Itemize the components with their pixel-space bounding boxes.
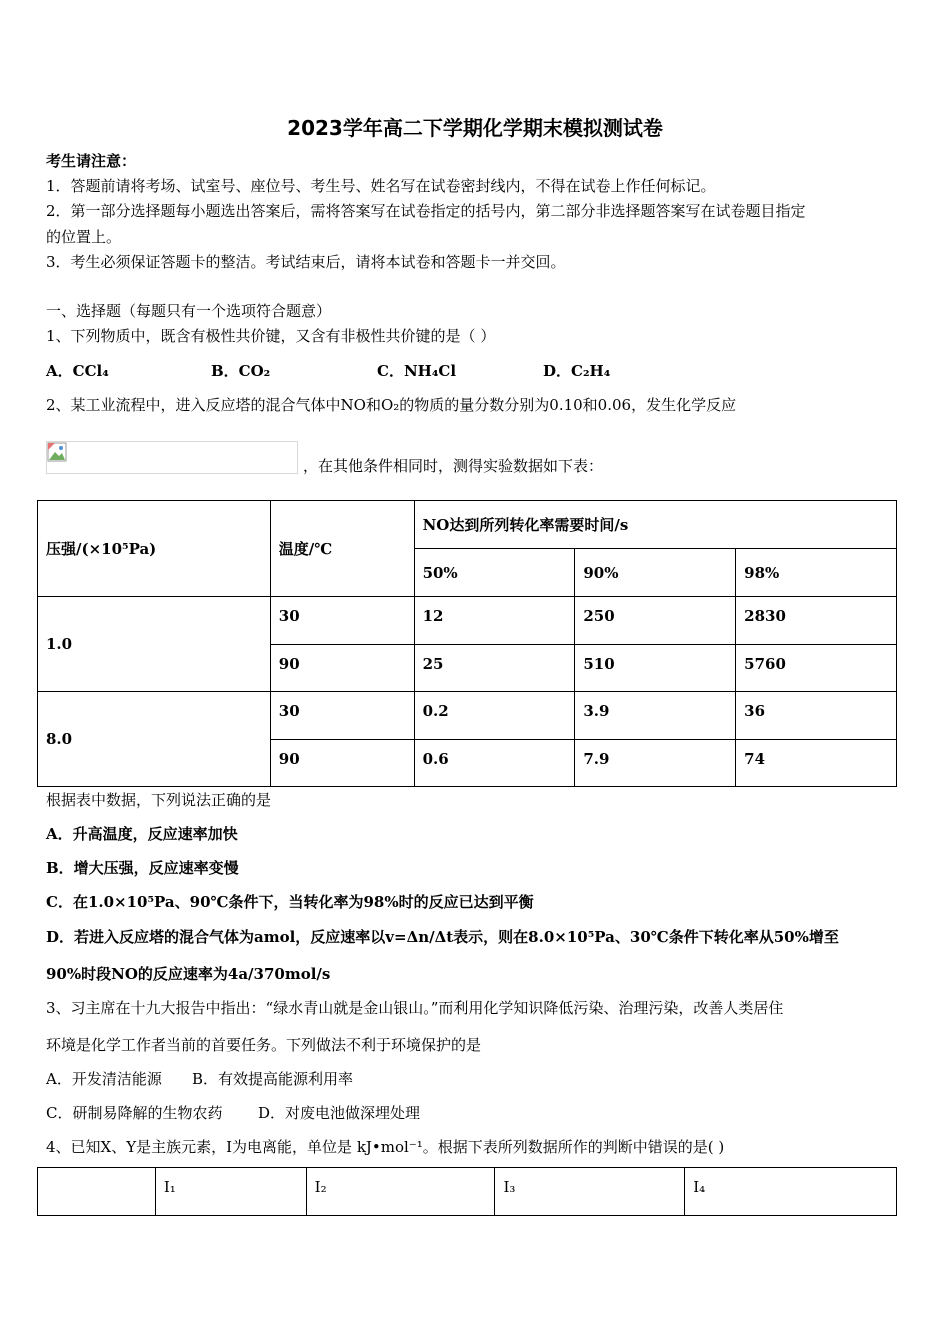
cell-value: 5760 [736,645,897,692]
cell-value: 74 [736,740,897,787]
q2-option-c: C．在1.0×10⁵Pa、90℃条件下，当转化率为98%时的反应已达到平衡 [46,893,534,911]
notice-line: 1．答题前请将考场、试室号、座位号、考生号、姓名写在试卷密封线内，不得在试卷上作任何标记。 [46,177,716,195]
header-50: 50% [414,549,575,597]
q3-stem: 3、习主席在十九大报告中指出：“绿水青山就是金山银山。”而利用化学知识降低污染、治理污染，改善人类居住 [46,999,784,1017]
blank-header [38,1168,156,1216]
q3-option-a: A．开发清洁能源 [46,1070,162,1088]
notice-line: 的位置上。 [46,228,122,246]
q3-option-d: D．对废电池做深埋处理 [258,1104,421,1122]
q2-option-d-cont: 90%时段NO的反应速率为4a/370mol/s [46,965,331,983]
header-i2: I₂ [306,1168,495,1216]
cell-temperature: 30 [270,597,414,645]
q1-option-a: A．CCl₄ [46,362,109,380]
broken-image-icon [47,442,67,462]
q2-after-image: ，在其他条件相同时，测得实验数据如下表： [303,457,604,475]
header-pressure: 压强/(×10⁵Pa) [38,501,271,597]
cell-value: 510 [575,645,736,692]
notice-line: 3．考生必须保证答题卡的整洁。考试结束后，请将本试卷和答题卡一并交回。 [46,253,566,271]
cell-value: 0.2 [414,692,575,740]
cell-temperature: 90 [270,740,414,787]
q1-option-c: C．NH₄Cl [377,362,457,380]
header-90: 90% [575,549,736,597]
q2-ask: 根据表中数据，下列说法正确的是 [46,791,272,809]
q3-option-b: B．有效提高能源利用率 [192,1070,354,1088]
cell-value: 2830 [736,597,897,645]
q1-stem: 1、下列物质中，既含有极性共价键，又含有非极性共价键的是（ ） [46,327,496,345]
q3-option-c: C．研制易降解的生物农药 [46,1104,223,1122]
cell-value: 3.9 [575,692,736,740]
q1-option-d: D．C₂H₄ [543,362,611,380]
header-98: 98% [736,549,897,597]
q2-data-table [37,500,897,787]
q2-option-b: B．增大压强，反应速率变慢 [46,859,239,877]
cell-value: 250 [575,597,736,645]
page-title: 2023学年高二下学期化学期末模拟测试卷 [287,116,663,140]
q2-stem: 2、某工业流程中，进入反应塔的混合气体中NO和O₂的物质的量分数分别为0.10和0.06，发生化学反应 [46,396,737,414]
q3-stem-cont: 环境是化学工作者当前的首要任务。下列做法不利于环境保护的是 [46,1036,482,1054]
header-conversion-time: NO达到所列转化率需要时间/s [414,501,896,549]
header-i1: I₁ [155,1168,306,1216]
q2-option-d: D．若进入反应塔的混合气体为amol，反应速率以v=Δn/Δt表示，则在8.0×10⁵Pa、30℃条件下转化率从50%增至 [46,928,839,946]
q1-option-b: B．CO₂ [211,362,271,380]
notice-heading: 考生请注意： [46,152,137,170]
cell-value: 7.9 [575,740,736,787]
cell-value: 12 [414,597,575,645]
q4-ionization-table [37,1167,897,1216]
q4-stem: 4、已知X、Y是主族元素，I为电离能，单位是 kJ•mol⁻¹。根据下表所列数据所作的判断中错误的是( ) [46,1138,725,1156]
cell-temperature: 30 [270,692,414,740]
cell-pressure: 8.0 [38,692,271,787]
cell-pressure: 1.0 [38,597,271,692]
broken-image [46,441,298,474]
cell-temperature: 90 [270,645,414,692]
notice-line: 2．第一部分选择题每小题选出答案后，需将答案写在试卷指定的括号内，第二部分非选择题答案写在试卷题目指定 [46,202,806,220]
cell-value: 0.6 [414,740,575,787]
section-heading: 一、选择题（每题只有一个选项符合题意） [46,302,332,320]
header-i4: I₄ [685,1168,897,1216]
cell-value: 36 [736,692,897,740]
header-temperature: 温度/℃ [270,501,414,597]
header-i3: I₃ [495,1168,685,1216]
cell-value: 25 [414,645,575,692]
q2-option-a: A．升高温度，反应速率加快 [46,825,238,843]
